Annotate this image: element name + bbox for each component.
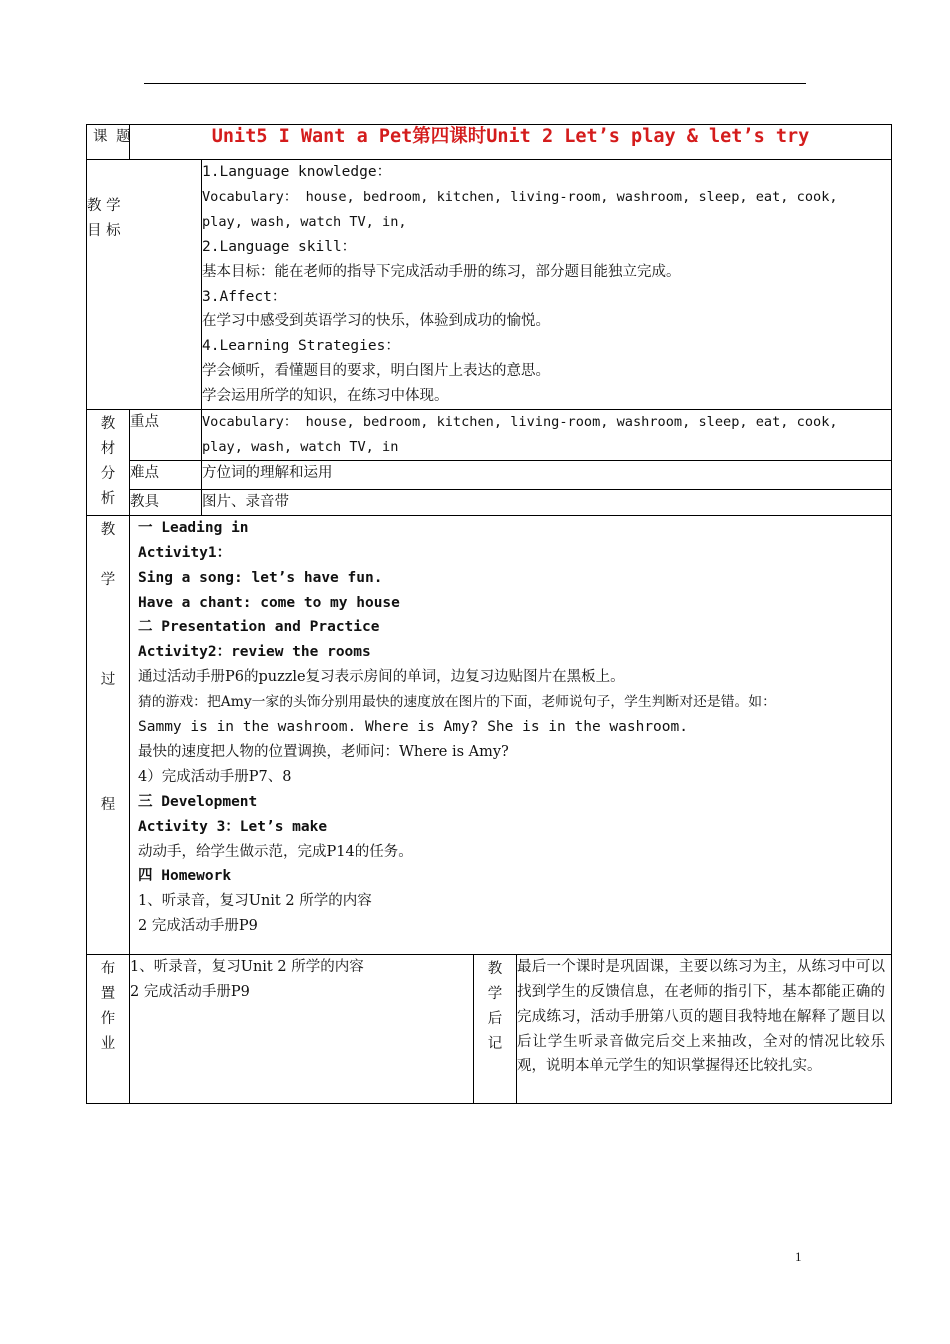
knowledge-vocab-line-2: play, wash, watch TV, in, xyxy=(202,213,407,230)
process-line-3: Sing a song: let’s have fun. xyxy=(138,569,383,586)
analysis-label-1: 教 xyxy=(100,416,116,433)
process-label-1: 教 xyxy=(100,521,116,538)
skill-text: 基本目标：能在老师的指导下完成活动手册的练习，部分题目能独立完成。 xyxy=(202,263,681,280)
page-number: 1 xyxy=(795,1249,802,1264)
process-row xyxy=(87,515,892,954)
affect-heading: 3.Affect： xyxy=(202,288,287,305)
reflection-label-2: 学 xyxy=(487,985,503,1002)
strategy-heading: 4.Learning Strategies： xyxy=(202,338,400,355)
key-point-label: 重点 xyxy=(130,410,202,461)
homework-row xyxy=(87,954,892,1103)
process-content xyxy=(130,515,892,954)
knowledge-heading: 1.Language knowledge： xyxy=(202,164,392,180)
tools-content: 图片、录音带 xyxy=(202,489,892,515)
affect-text: 在学习中感受到英语学习的快乐，体验到成功的愉悦。 xyxy=(202,313,550,330)
difficulty-content: 方位词的理解和运用 xyxy=(202,460,892,489)
reflection-label-3: 后 xyxy=(487,1010,503,1027)
homework-label xyxy=(87,954,130,1103)
strategy-text-1: 学会倾听，看懂题目的要求，明白图片上表达的意思。 xyxy=(202,363,550,380)
reflection-label-1: 教 xyxy=(487,960,503,977)
title-row xyxy=(87,125,892,160)
process-line-9: Sammy is in the washroom. Where is Amy? She is in the washroom. xyxy=(138,719,688,736)
process-line-5: 二 Presentation and Practice xyxy=(138,619,380,636)
process-line-12: 三 Development xyxy=(138,793,258,810)
homework-label-1: 布 xyxy=(100,960,116,977)
lesson-plan-table xyxy=(86,124,892,1104)
homework-label-2: 置 xyxy=(100,985,116,1002)
process-label-2: 学 xyxy=(100,571,116,588)
analysis-label-2: 材 xyxy=(100,440,116,457)
process-line-11: 4）完成活动手册P7、8 xyxy=(138,768,292,785)
key-vocab-line-2: play, wash, watch TV, in xyxy=(202,438,399,455)
analysis-label-4: 析 xyxy=(100,490,116,507)
lesson-title: Unit5 I Want a Pet第四课时Unit 2 Let’s play & let’s try xyxy=(130,125,892,160)
topic-label-text: 课 题 xyxy=(93,129,133,145)
process-line-15: 四 Homework xyxy=(138,868,232,885)
homework-content xyxy=(130,954,474,1103)
process-line-7: 通过活动手册P6的puzzle复习表示房间的单词，边复习边贴图片在黑板上。 xyxy=(138,669,625,686)
reflection-content: 最后一个课时是巩固课，主要以练习为主，从练习中可以找到学生的反馈信息，在老师的指引下，基本都能正确的完成练习，活动手册第八页的题目我特地在解释了题目以后让学生听录音做完后交上来抽改，全对的情况比较乐观，说明本单元学生的知识掌握得还比较扎实。 xyxy=(517,954,892,1103)
goals-label-line-1: 教 学 xyxy=(87,198,121,214)
homework-label-4: 业 xyxy=(100,1035,116,1052)
process-line-6: Activity2：review the rooms xyxy=(138,644,371,661)
analysis-label-3: 分 xyxy=(100,465,116,482)
topic-label xyxy=(87,125,133,160)
goals-content xyxy=(202,160,892,410)
header-rule xyxy=(144,83,806,84)
process-line-2: Activity1： xyxy=(138,544,232,561)
difficulty-label: 难点 xyxy=(130,460,202,489)
reflection-label-4: 记 xyxy=(487,1035,503,1052)
key-vocab-line-1: Vocabulary： house, bedroom, kitchen, living-room, washroom, sleep, eat, cook, xyxy=(202,414,838,431)
goals-row xyxy=(87,160,892,410)
homework-line-2: 2 完成活动手册P9 xyxy=(130,983,250,1000)
process-line-14: 动动手，给学生做示范，完成P14的任务。 xyxy=(138,843,413,860)
process-line-13: Activity 3：Let’s make xyxy=(138,818,328,835)
process-line-8: 猜的游戏：把Amy一家的头饰分别用最快的速度放在图片的下面，老师说句子，学生判断对还是错。如： xyxy=(138,694,776,711)
process-line-17: 2 完成活动手册P9 xyxy=(138,918,258,935)
knowledge-vocab-line-1: Vocabulary： house, bedroom, kitchen, living-room, washroom, sleep, eat, cook, xyxy=(202,188,838,205)
process-label xyxy=(87,515,130,954)
reflection-label xyxy=(474,954,517,1103)
process-label-4: 程 xyxy=(100,796,116,813)
key-point-content xyxy=(202,410,892,461)
process-line-1: 一 Leading in xyxy=(138,519,249,536)
skill-heading: 2.Language skill： xyxy=(202,238,357,255)
process-line-4: Have a chant: come to my house xyxy=(138,594,400,611)
process-label-3: 过 xyxy=(100,671,116,688)
goals-label xyxy=(87,160,202,410)
tools-row xyxy=(87,489,892,515)
strategy-text-2: 学会运用所学的知识，在练习中体现。 xyxy=(202,388,449,405)
process-line-16: 1、听录音，复习Unit 2 所学的内容 xyxy=(138,893,372,910)
homework-line-1: 1、听录音，复习Unit 2 所学的内容 xyxy=(130,958,364,975)
tools-label: 教具 xyxy=(130,489,202,515)
process-line-10: 最快的速度把人物的位置调换，老师问：Where is Amy? xyxy=(138,743,509,760)
key-point-row xyxy=(87,410,892,461)
difficulty-row xyxy=(87,460,892,489)
homework-label-3: 作 xyxy=(100,1010,116,1027)
goals-label-line-2: 目 标 xyxy=(87,222,121,239)
analysis-label xyxy=(87,410,130,516)
